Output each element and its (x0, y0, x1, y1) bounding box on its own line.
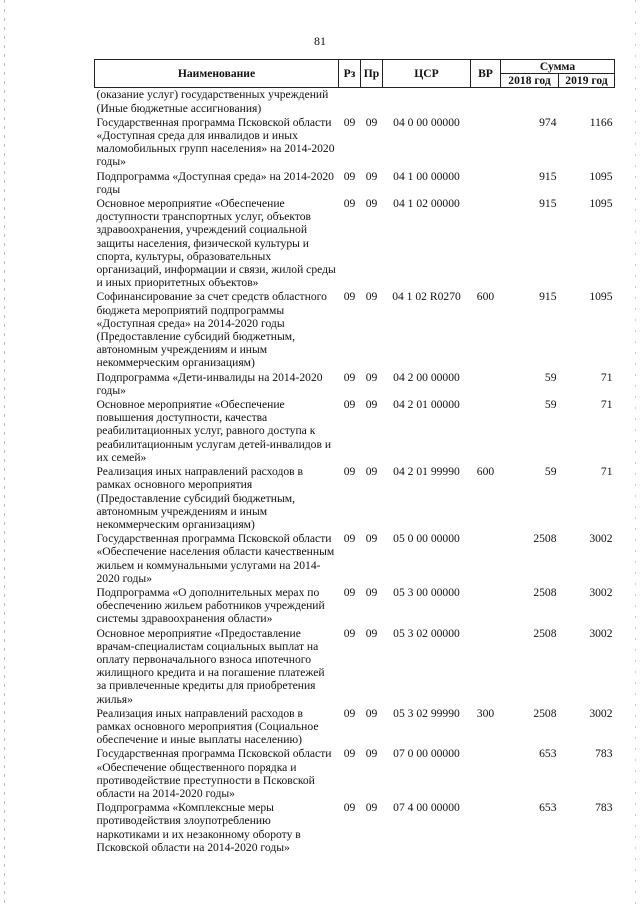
cell-rz: 09 (343, 370, 356, 384)
cell-2019: 3002 (589, 532, 613, 546)
cell-rz: 09 (343, 465, 356, 479)
cell-2019: 71 (600, 370, 613, 384)
cell-2018: 915 (539, 169, 557, 183)
page-number: 81 (314, 34, 326, 48)
cell-rz: 09 (343, 801, 356, 815)
cell-pr: 09 (365, 747, 378, 761)
cell-vr (471, 586, 501, 627)
cell-2019: 1095 (589, 290, 613, 304)
cell-rz: 09 (343, 398, 356, 412)
cell-name: Подпрограмма «Доступная среда» на 2014-2020 годы (96, 169, 334, 196)
cell-name: Основное мероприятие «Обеспечение доступности транспортных услуг, объектов здравоохранения, учреждений социальной защиты населения, физической культуры и спорта, культуры, образовательных организаций, информации и связи, жилой среды и иных приоритетных объектов» (96, 197, 336, 290)
table-row (95, 747, 615, 801)
cell-2018: 653 (539, 801, 557, 815)
table-row (95, 707, 615, 748)
cell-csr: 04 0 00 00000 (393, 115, 460, 129)
cell-2019: 1166 (589, 115, 613, 129)
cell-rz: 09 (343, 290, 356, 304)
cell-csr: 04 2 00 00000 (393, 370, 460, 384)
cell-2018: 59 (544, 398, 557, 412)
cell-2018 (501, 88, 559, 116)
cell-name: Государственная программа Псковской области «Обеспечение населения области качественным жильем и коммунальными услугами на 2014-2020 годы» (96, 532, 335, 585)
cell-name: Основное мероприятие «Обеспечение повышения доступности, качества реабилитационных услуг, равного доступа к реабилитационным услугам детей-инвалидов и их семей» (96, 398, 332, 464)
cell-pr: 09 (365, 585, 378, 599)
cell-csr: 04 1 02 00000 (393, 197, 460, 211)
col-header-name: Наименование (95, 60, 339, 88)
cell-2019: 3002 (589, 626, 613, 640)
cell-name: Государственная программа Псковской области «Обеспечение общественного порядка и противодействие преступности в Псковской области на 2014-2020 годы» (96, 747, 332, 800)
cell-2018: 974 (539, 115, 557, 129)
cell-pr: 09 (365, 290, 378, 304)
cell-pr: 09 (365, 706, 378, 720)
cell-csr: 05 0 00 00000 (393, 532, 460, 546)
cell-vr (471, 371, 501, 398)
cell-csr: 04 1 02 R0270 (392, 290, 461, 304)
cell-csr: 04 2 01 99990 (393, 465, 460, 479)
cell-2019: 3002 (589, 585, 613, 599)
table-body (95, 88, 615, 855)
cell-name: Реализация иных направлений расходов в рамках основного мероприятия (Социальное обеспечение и иные выплаты населению) (96, 706, 319, 747)
cell-rz: 09 (343, 585, 356, 599)
cell-2018: 915 (539, 197, 557, 211)
cell-vr (471, 532, 501, 586)
table-header (95, 60, 615, 88)
cell-rz: 09 (343, 706, 356, 720)
cell-rz: 09 (343, 626, 356, 640)
table-row (95, 170, 615, 197)
cell-2019: 71 (600, 398, 613, 412)
col-header-pr: Пр (361, 60, 383, 88)
cell-2019: 783 (595, 801, 613, 815)
cell-pr: 09 (365, 465, 378, 479)
cell-pr (361, 88, 383, 116)
col-header-2019: 2019 год (559, 74, 615, 88)
cell-rz: 09 (343, 747, 356, 761)
cell-vr (471, 88, 501, 116)
cell-name: (оказание услуг) государственных учреждений (Иные бюджетные ассигнования) (96, 88, 329, 115)
col-header-vr: ВР (471, 60, 501, 88)
cell-2019: 1095 (589, 197, 613, 211)
table-row (95, 532, 615, 586)
cell-vr (471, 116, 501, 170)
cell-vr (471, 627, 501, 707)
cell-pr: 09 (365, 169, 378, 183)
cell-2019: 783 (595, 747, 613, 761)
cell-pr: 09 (365, 801, 378, 815)
cell-csr: 04 2 01 00000 (393, 398, 460, 412)
cell-2018: 2508 (533, 706, 557, 720)
cell-2018: 59 (544, 370, 557, 384)
scan-edge-left (4, 0, 5, 905)
cell-2018: 2508 (533, 532, 557, 546)
cell-vr: 600 (476, 465, 495, 479)
table-row (95, 801, 615, 855)
cell-name: Подпрограмма «Дети-инвалиды на 2014-2020 годы» (96, 370, 323, 397)
cell-csr: 04 1 00 00000 (393, 169, 460, 183)
cell-2019: 1095 (589, 169, 613, 183)
cell-name: Подпрограмма «Комплексные меры противодействия злоупотреблению наркотиками и их незаконному обороту в Псковской области на 2014-2020 годы» (96, 801, 301, 854)
col-header-2018: 2018 год (501, 74, 559, 88)
cell-2018: 915 (539, 290, 557, 304)
cell-2019: 71 (600, 465, 613, 479)
table-row (95, 290, 615, 370)
cell-name: Софинансирование за счет средств областного бюджета мероприятий подпрограммы «Доступная среда» на 2014-2020 годы (Предоставление субсидий бюджетным, автономным учреждениям и иным некоммерческим организациям) (96, 290, 327, 370)
cell-csr: 05 3 02 99990 (393, 706, 460, 720)
cell-csr (383, 88, 471, 116)
cell-csr: 05 3 02 00000 (393, 626, 460, 640)
cell-vr: 300 (476, 706, 495, 720)
table-row (95, 88, 615, 116)
cell-rz: 09 (343, 532, 356, 546)
col-header-sum: Сумма (501, 60, 615, 74)
cell-vr (471, 747, 501, 801)
cell-vr: 600 (476, 290, 495, 304)
cell-pr: 09 (365, 532, 378, 546)
table-row (95, 586, 615, 627)
cell-rz (339, 88, 361, 116)
table-row (95, 197, 615, 290)
cell-pr: 09 (365, 398, 378, 412)
cell-name: Реализация иных направлений расходов в рамках основного мероприятия (Предоставление субсидий бюджетным, автономным учреждениям и иным некоммерческим организациям) (96, 465, 303, 531)
cell-rz: 09 (343, 197, 356, 211)
table-row (95, 465, 615, 532)
cell-rz: 09 (343, 169, 356, 183)
cell-vr (471, 197, 501, 290)
cell-name: Основное мероприятие «Предоставление врачам-специалистам социальных выплат на оплату первоначального взноса ипотечного жилищного кредита и на погашение платежей за привлеченные кредиты для приобретения жилья» (96, 626, 325, 706)
cell-2019 (559, 88, 615, 116)
col-header-csr: ЦСР (383, 60, 471, 88)
cell-csr: 07 4 00 00000 (393, 801, 460, 815)
col-header-rz: Рз (339, 60, 361, 88)
table-row (95, 116, 615, 170)
cell-csr: 05 3 00 00000 (393, 585, 460, 599)
cell-2018: 2508 (533, 585, 557, 599)
cell-2018: 653 (539, 747, 557, 761)
scan-edge-right (635, 0, 636, 905)
cell-name: Государственная программа Псковской области «Доступная среда для инвалидов и иных маломобильных групп населения» на 2014-2020 годы» (96, 115, 335, 169)
cell-csr: 07 0 00 00000 (393, 747, 460, 761)
cell-vr (471, 170, 501, 197)
cell-pr: 09 (365, 197, 378, 211)
cell-2018: 2508 (533, 626, 557, 640)
table-row (95, 398, 615, 465)
cell-rz: 09 (343, 115, 356, 129)
cell-2018: 59 (544, 465, 557, 479)
cell-vr (471, 398, 501, 465)
table-row (95, 627, 615, 707)
cell-2019: 3002 (589, 706, 613, 720)
table-row (95, 371, 615, 398)
cell-pr: 09 (365, 370, 378, 384)
cell-pr: 09 (365, 626, 378, 640)
cell-vr (471, 801, 501, 855)
cell-pr: 09 (365, 115, 378, 129)
cell-name: Подпрограмма «О дополнительных мерах по обеспечению жильем работников учреждений системы здравоохранения области» (96, 585, 325, 626)
budget-table (94, 59, 615, 855)
